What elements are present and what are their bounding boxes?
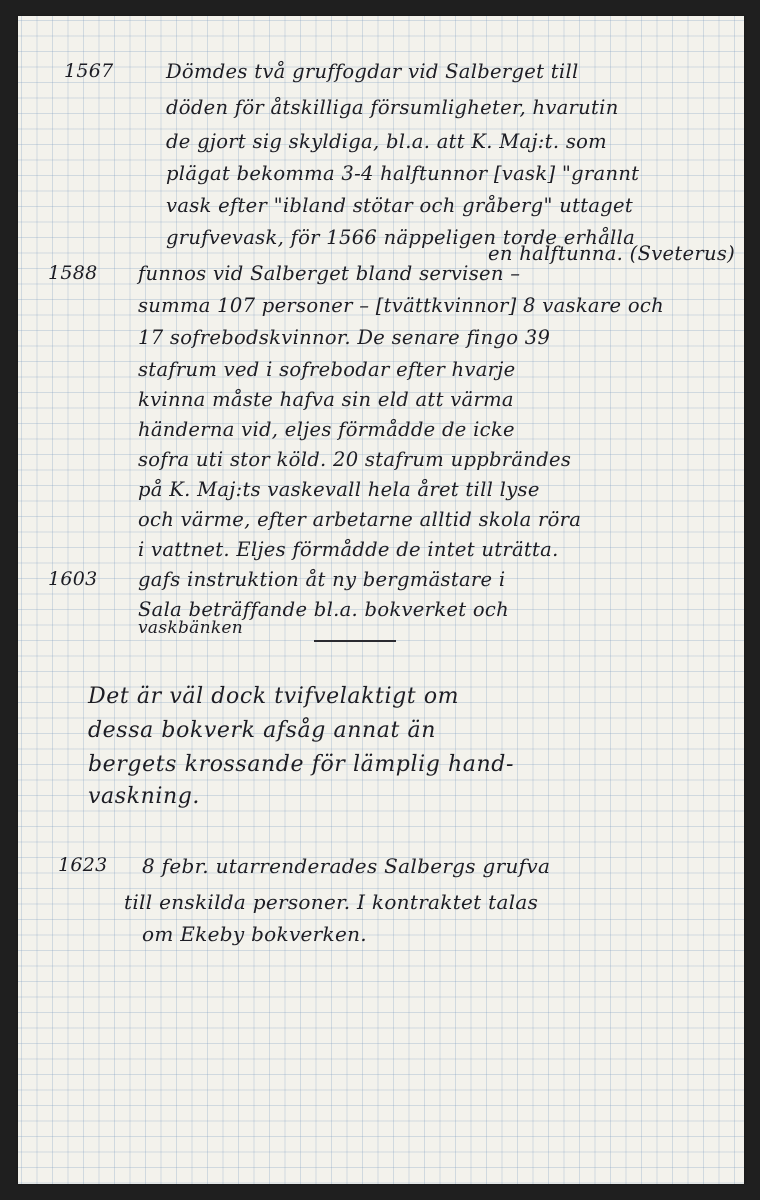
- entry-1603-line-2: Sala beträffande bl.a. bokverket och: [138, 598, 509, 621]
- entry-1567-line-5: vask efter "ibland stötar och gråberg" uttaget: [166, 194, 634, 217]
- entry-1588-line-7: sofra uti stor köld. 20 stafrum uppbrändes: [138, 448, 572, 471]
- entry-1588-line-3: 17 sofrebodskvinnor. De senare fingo 39: [138, 326, 551, 349]
- entry-1588-line-1: funnos vid Salberget bland servisen –: [138, 262, 521, 285]
- entry-1567-line-7: en halftunna. (Sveterus): [488, 242, 736, 265]
- entry-1603-line-1: gafs instruktion åt ny bergmästare i: [138, 568, 506, 591]
- entry-1588-line-9: och värme, efter arbetarne alltid skola röra: [138, 508, 582, 531]
- entry-1623-line-1: 8 febr. utarrenderades Salbergs grufva: [142, 854, 551, 878]
- entry-1588-line-6: händerna vid, eljes förmådde de icke: [138, 418, 515, 441]
- entry-1567-line-1: Dömdes två gruffogdar vid Salberget till: [166, 60, 579, 83]
- entry-year-1567: 1567: [64, 60, 114, 82]
- entry-1567-line-4: plägat bekomma 3-4 halftunnor [vask] "grannt: [166, 162, 640, 185]
- entry-1567-line-2: döden för åtskilliga försumligheter, hvarutin: [166, 96, 619, 119]
- entry-1603-line-3: vaskbänken: [138, 618, 244, 638]
- entry-1567-line-6: grufvevask, för 1566 näppeligen torde erhålla: [166, 226, 636, 249]
- entry-year-1588: 1588: [48, 262, 98, 284]
- entry-year-1623: 1623: [58, 854, 108, 876]
- entry-1623-line-3: om Ekeby bokverken.: [142, 922, 367, 946]
- section-divider: [314, 640, 396, 642]
- entry-1567-line-3: de gjort sig skyldiga, bl.a. att K. Maj:t. som: [166, 130, 607, 153]
- manuscript-page: [18, 16, 744, 1184]
- note-line-4: vaskning.: [88, 784, 201, 809]
- entry-1588-line-5: kvinna måste hafva sin eld att värma: [138, 388, 514, 411]
- entry-1588-line-10: i vattnet. Eljes förmådde de intet uträtta.: [138, 538, 559, 561]
- entry-1588-line-2: summa 107 personer – [tvättkvinnor] 8 vaskare och: [138, 294, 664, 317]
- entry-1588-line-8: på K. Maj:ts vaskevall hela året till lyse: [138, 478, 540, 501]
- entry-1623-line-2: till enskilda personer. I kontraktet talas: [124, 890, 539, 914]
- entry-1588-line-4: stafrum ved i sofrebodar efter hvarje: [138, 358, 516, 381]
- note-line-3: bergets krossande för lämplig hand-: [88, 752, 515, 777]
- entry-year-1603: 1603: [48, 568, 98, 590]
- note-line-1: Det är väl dock tvifvelaktigt om: [88, 684, 460, 709]
- note-line-2: dessa bokverk afsåg annat än: [88, 718, 436, 743]
